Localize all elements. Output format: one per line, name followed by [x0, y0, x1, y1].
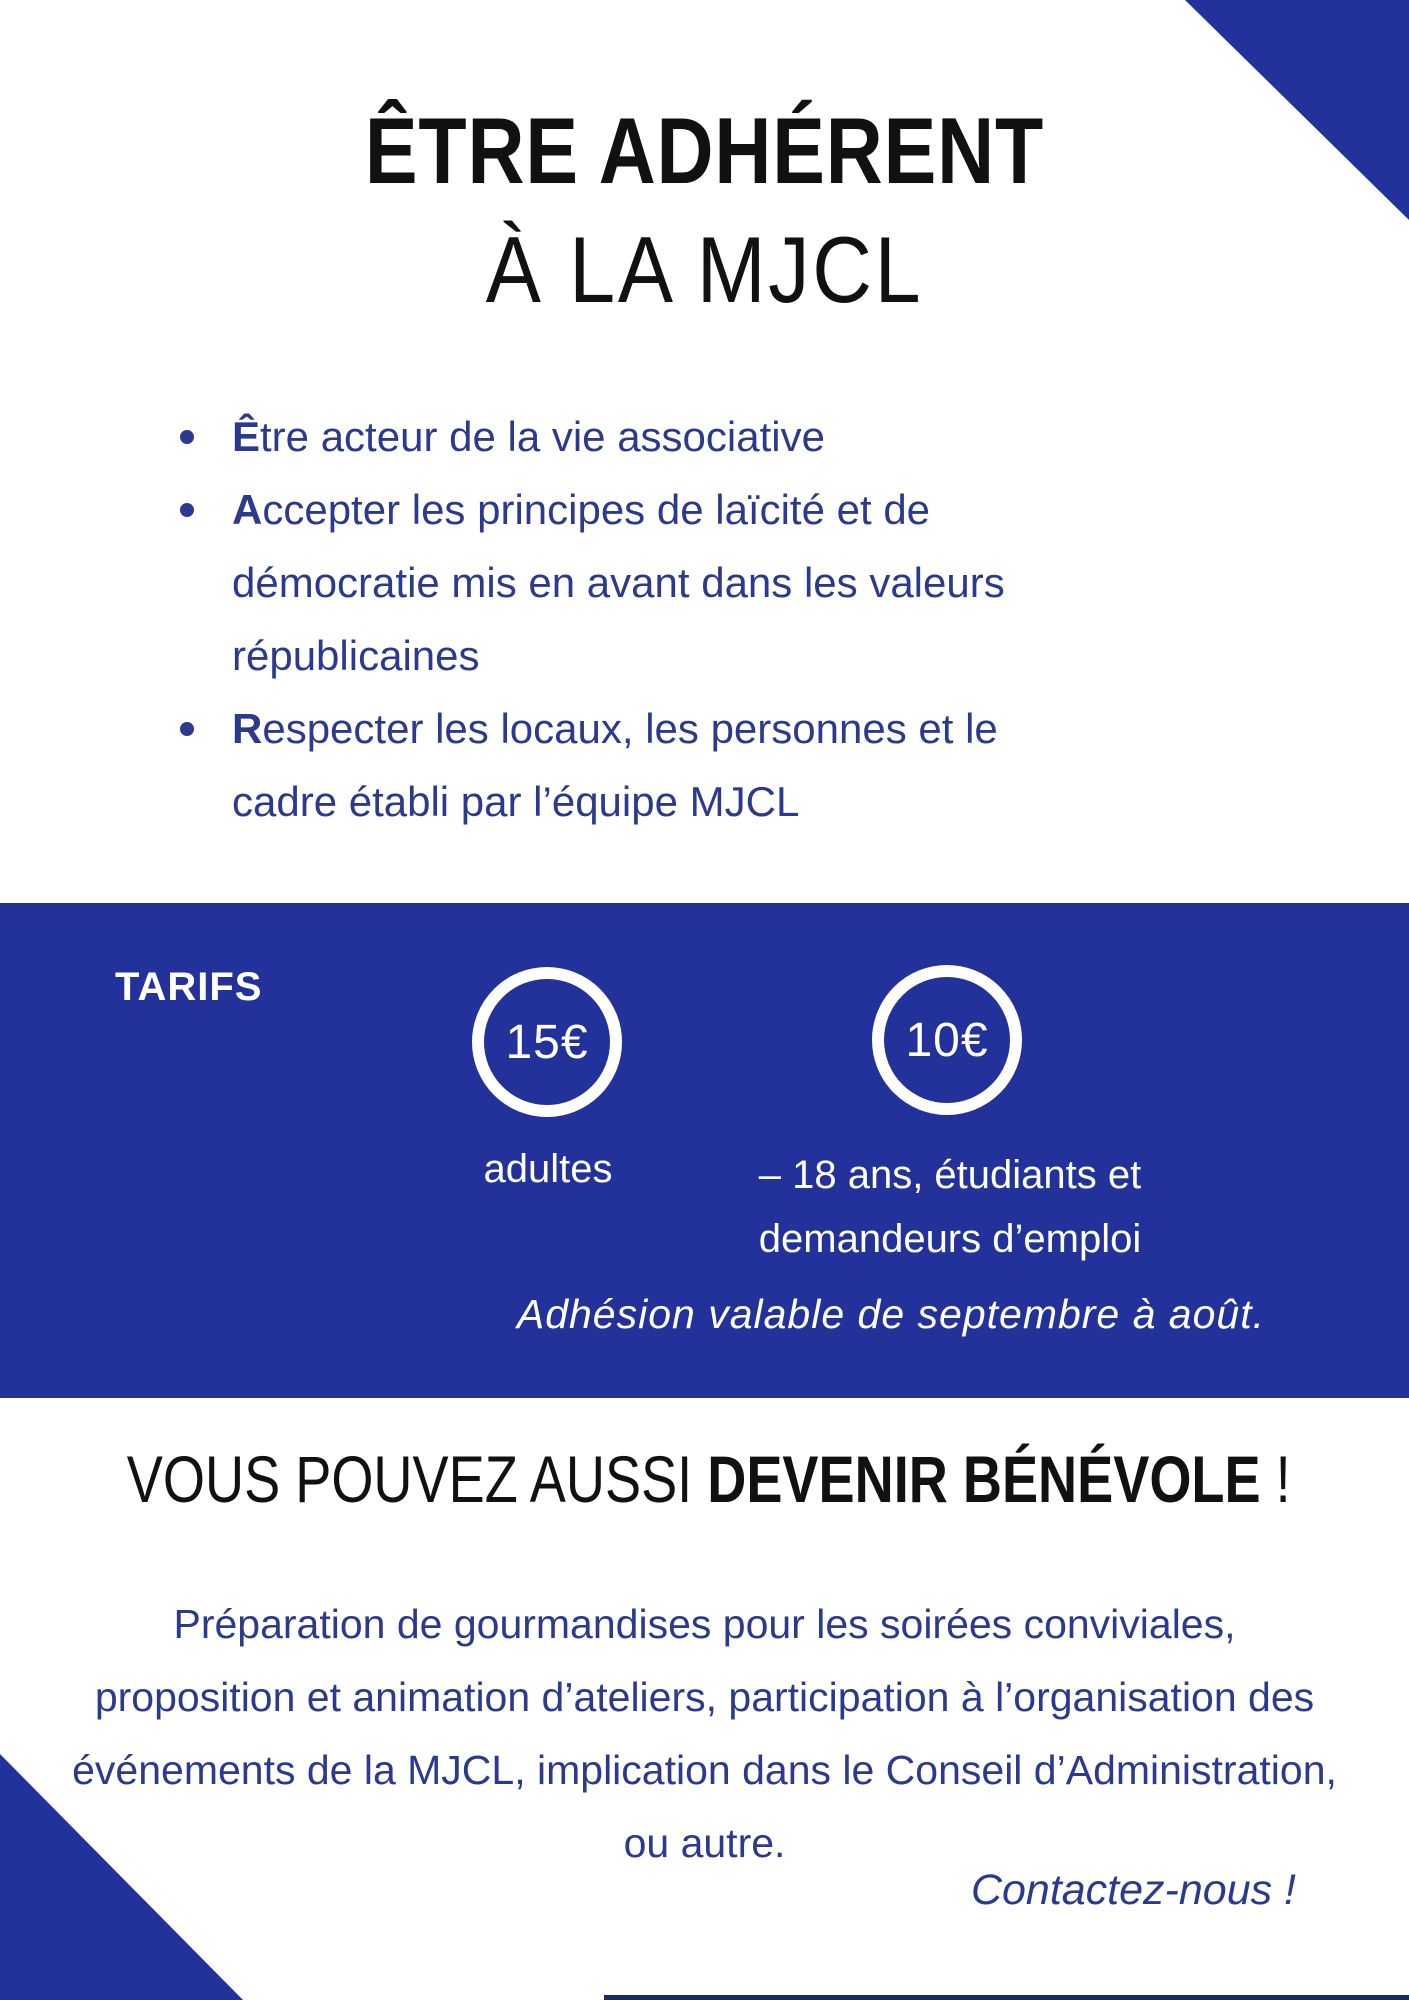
bottom-edge-line — [604, 1995, 1409, 2000]
list-item — [178, 400, 1078, 473]
flyer-subtitle: À LA MJCL — [485, 217, 924, 322]
list-item-text: especter les locaux, les personnes et le cadre établi par l’équipe MJCL — [232, 705, 998, 825]
list-item-lead-letter: R — [232, 705, 263, 752]
volunteer-description: Préparation de gourmandises pour les soirées conviviales, proposition et animation d’ateliers, participation à l’organisation des événements de la MJCL, implication dans le Conseil d’Administration, ou autre. — [72, 1601, 1337, 1866]
list-item-lead-letter: A — [232, 486, 263, 533]
volunteer-heading-regular: VOUS POUVEZ AUSSI — [126, 1442, 708, 1516]
price-circle-adultes — [472, 967, 622, 1117]
price-audience: adultes — [483, 1147, 613, 1191]
price-amount: 10€ — [905, 1013, 989, 1067]
price-circle-reduit — [872, 965, 1022, 1115]
list-item — [178, 473, 1078, 692]
tarifs-label: TARIFS — [115, 965, 263, 1009]
flyer-title: ÊTRE ADHÉRENT — [364, 98, 1045, 203]
volunteer-heading-suffix: ! — [1260, 1442, 1291, 1516]
list-item-text: ccepter les principes de laïcité et de démocratie mis en avant dans les valeurs républicaines — [232, 486, 1005, 679]
membership-list — [178, 400, 1078, 838]
contact-cta: Contactez-nous ! — [970, 1866, 1296, 1914]
list-item-text: tre acteur de la vie associative — [260, 413, 825, 460]
volunteer-heading-bold: DEVENIR BÉNÉVOLE — [707, 1442, 1261, 1516]
price-audience: – 18 ans, étudiants et demandeurs d’emploi — [758, 1153, 1142, 1261]
list-item — [178, 692, 1078, 838]
tarifs-band — [0, 903, 1409, 1398]
price-amount: 15€ — [505, 1015, 589, 1069]
validity-note: Adhésion valable de septembre à août. — [516, 1291, 1265, 1337]
volunteer-heading — [126, 1442, 1291, 1516]
list-item-lead-letter: Ê — [232, 413, 261, 460]
